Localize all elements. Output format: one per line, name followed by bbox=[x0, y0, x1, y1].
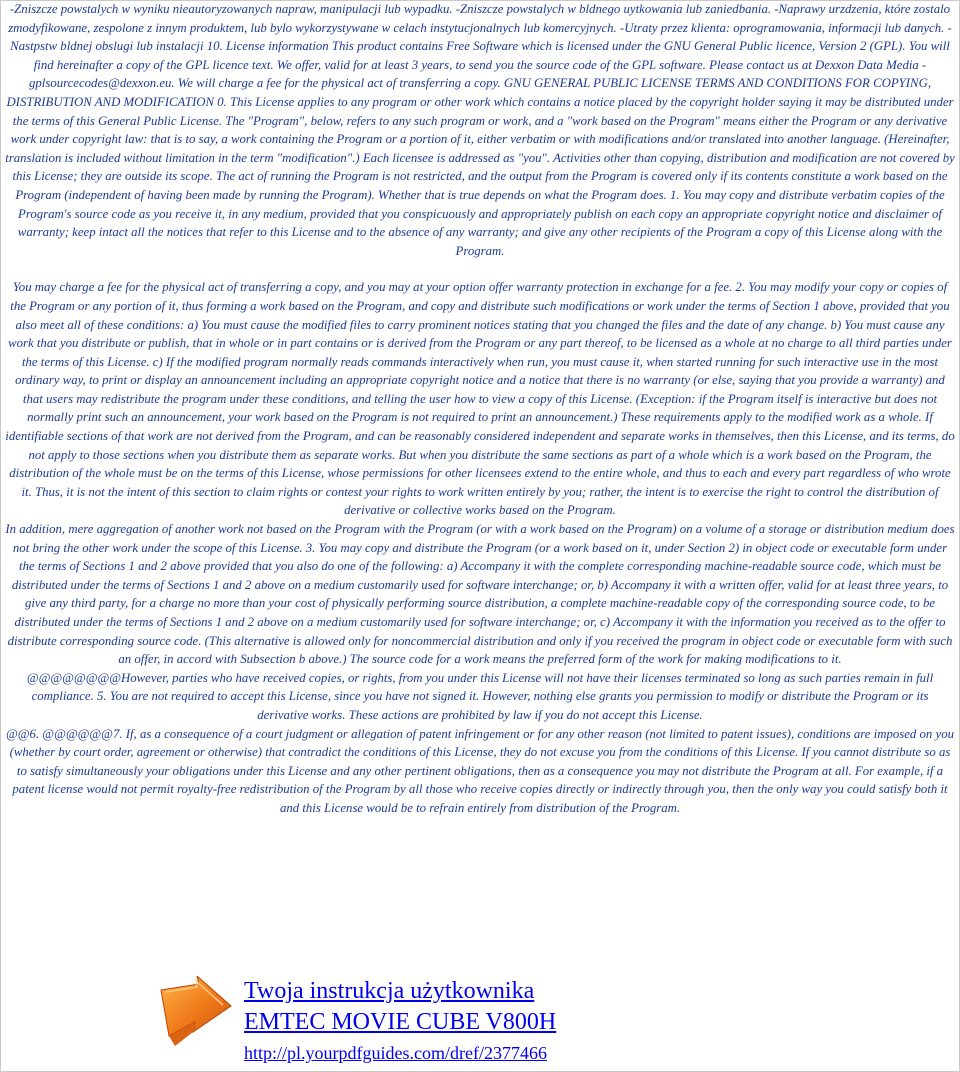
url-link[interactable]: http://pl.yourpdfguides.com/dref/2377466 bbox=[244, 1043, 547, 1063]
footer-links bbox=[244, 976, 556, 1069]
document-body bbox=[5, 0, 955, 818]
paragraph-gap bbox=[5, 260, 955, 278]
manual-link[interactable]: Twoja instrukcja użytkownika bbox=[244, 978, 535, 1004]
product-link[interactable]: EMTEC MOVIE CUBE V800H bbox=[244, 1009, 557, 1035]
paragraph-5: @@6. @@@@@@7. If, as a consequence of a court judgment or allegation of patent infringement or for any other reason (not limited to patent issues), conditions are imposed on you (whether by court order, agreement or otherwise) that contradict the conditions of this License, they do not excuse you from the conditions of this License. If you cannot distribute so as to satisfy simultaneously your obligations under this License and any other pertinent obligations, then as a consequence you may not distribute the Program at all. For example, if a patent license would not permit royalty-free redistribution of the Program by all those who receive copies directly or indirectly through you, then the only way you could satisfy both it and this License would be to refrain entirely from distribution of the Program. bbox=[5, 726, 955, 815]
paragraph-1: -Zniszcze powstalych w wyniku nieautoryzowanych napraw, manipulacji lub wypadku. -Zniszcze powstalych w bldnego uytkowania lub zaniedbania. -Naprawy urzdzenia, które zostalo zmodyfikowane, zespolone z innym produktem, lub bylo wykorzystywane w celach instytucjonalnych lub komercyjnych. -Utraty przez klienta: oprogramowania, informacji lub danych. -Nastpstw bldnej obslugi lub instalacji 10. License information This product contains Free Software which is licensed under the GNU General Public licence, Version 2 (GPL). You will find hereinafter a copy of the GPL licence text. We offer, valid for at least 3 years, to send you the source code of the GPL software. Please contact us at Dexxon Data Media - gplsourcecodes@dexxon.eu. We will charge a fee for the physical act of transferring a copy. GNU GENERAL PUBLIC LICENSE TERMS AND CONDITIONS FOR COPYING, DISTRIBUTION AND MODIFICATION 0. This License applies to any program or other work which contains a notice placed by the copyright holder saying it may be distributed under the terms of this General Public License. The "Program", below, refers to any such program or work, and a "work based on the Program" means either the Program or any derivative work under copyright law: that is to say, a work containing the Program or a portion of it, either verbatim or with modifications and/or translated into another language. (Hereinafter, translation is included without limitation in the term "modification".) Each licensee is addressed as "you". Activities other than copying, distribution and modification are not covered by this License; they are outside its scope. The act of running the Program is not restricted, and the output from the Program is covered only if its contents constitute a work based on the Program (independent of having been made by running the Program). Whether that is true depends on what the Program does. 1. You may copy and distribute verbatim copies of the Program's source code as you receive it, in any medium, provided that you conspicuously and appropriately publish on each copy an appropriate copyright notice and disclaimer of warranty; keep intact all the notices that refer to this License and to the absence of any warranty; and give any other recipients of the Program a copy of this License along with the Program. bbox=[5, 2, 955, 258]
orange-arrow-icon bbox=[155, 976, 235, 1052]
paragraph-2: You may charge a fee for the physical act of transferring a copy, and you may at your option offer warranty protection in exchange for a fee. 2. You may modify your copy or copies of the Program or any portion of it, thus forming a work based on the Program, and copy and distribute such modifications or work under the terms of Section 1 above, provided that you also meet all of these conditions: a) You must cause the modified files to carry prominent notices stating that you changed the files and the date of any change. b) You must cause any work that you distribute or publish, that in whole or in part contains or is derived from the Program or any part thereof, to be licensed as a whole at no charge to all third parties under the terms of this License. c) If the modified program normally reads commands interactively when run, you must cause it, when started running for such interactive use in the most ordinary way, to print or display an announcement including an appropriate copyright notice and a notice that there is no warranty (or else, saying that you provide a warranty) and that users may redistribute the program under these conditions, and telling the user how to view a copy of this License. (Exception: if the Program itself is interactive but does not normally print such an announcement, your work based on the Program is not required to print an announcement.) These requirements apply to the modified work as a whole. If identifiable sections of that work are not derived from the Program, and can be reasonably considered independent and separate works in themselves, then this License, and its terms, do not apply to those sections when you distribute them as separate works. But when you distribute the same sections as part of a whole which is a work based on the Program, the distribution of the whole must be on the terms of this License, whose permissions for other licensees extend to the entire whole, and thus to each and every part regardless of who wrote it. Thus, it is not the intent of this section to claim rights or contest your rights to work written entirely by you; rather, the intent is to exercise the right to control the distribution of derivative or collective works based on the Program. bbox=[5, 280, 955, 518]
paragraph-4: @@@@@@@@However, parties who have received copies, or rights, from you under this License will not have their licenses terminated so long as such parties remain in full compliance. 5. You are not required to accept this License, since you have not signed it. However, nothing else grants you permission to modify or distribute the Program or its derivative works. These actions are prohibited by law if you do not accept this License. bbox=[26, 670, 934, 722]
paragraph-3: In addition, mere aggregation of another work not based on the Program with the Program (or with a work based on the Program) on a volume of a storage or distribution medium does not bring the other work under the scope of this License. 3. You may copy and distribute the Program (or a work based on it, under Section 2) in object code or executable form under the terms of Sections 1 and 2 above provided that you also do one of the following: a) Accompany it with the complete corresponding machine-readable source code, which must be distributed under the terms of Sections 1 and 2 above on a medium customarily used for software interchange; or, b) Accompany it with a written offer, valid for at least three years, to give any third party, for a charge no more than your cost of physically performing source distribution, a complete machine-readable copy of the corresponding source code, to be distributed under the terms of Sections 1 and 2 above on a medium customarily used for software interchange; or, c) Accompany it with the information you received as to the offer to distribute corresponding source code. (This alternative is allowed only for noncommercial distribution and only if you received the program in object code or executable form with such an offer, in accord with Subsection b above.) The source code for a work means the preferred form of the work for making modifications to it. bbox=[5, 522, 955, 667]
footer bbox=[0, 973, 960, 1072]
